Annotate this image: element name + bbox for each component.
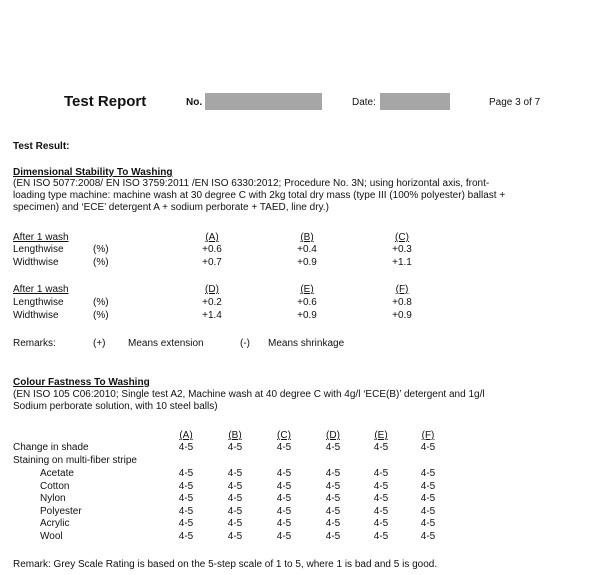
col-header: (B) <box>300 232 314 243</box>
cell-value: 4-5 <box>373 518 389 530</box>
report-no-label: No. <box>186 97 203 108</box>
row-label: Widthwise <box>13 257 59 268</box>
cell-value: 4-5 <box>373 442 389 453</box>
page-number: Page 3 of 7 <box>489 97 541 108</box>
dimensional-desc-line: (EN ISO 5077:2008/ EN ISO 3759:2011 /EN ISO 6330:2012; Procedure No. 3N; using horizontal axis, front- <box>13 178 490 189</box>
col-header: (E) <box>374 430 388 441</box>
row-label: Lengthwise <box>13 244 64 255</box>
cell-value: 4-5 <box>276 480 292 492</box>
cell-value: 4-5 <box>325 531 341 542</box>
remarks-plus-text: Means extension <box>128 338 204 349</box>
cell-value: 4-5 <box>420 442 436 453</box>
remarks-minus-symbol: (-) <box>240 338 250 349</box>
wash-heading: After 1 wash <box>13 232 69 243</box>
cell-value: 4-5 <box>276 468 292 479</box>
remarks-plus-symbol: (+) <box>93 338 106 349</box>
row-unit: (%) <box>93 310 109 321</box>
remarks-label: Remarks: <box>13 338 56 349</box>
col-header: (D) <box>205 284 219 295</box>
cell-value: 4-5 <box>178 468 194 479</box>
cell-value: +0.2 <box>202 297 222 308</box>
grey-scale-remark: Remark: Grey Scale Rating is based on the 5-step scale of 1 to 5, where 1 is bad and 5 is good. <box>13 559 438 570</box>
date-label: Date: <box>352 97 376 108</box>
cell-value: +1.4 <box>202 310 222 321</box>
cell-value: 4-5 <box>420 493 436 505</box>
cell-value: 4-5 <box>227 442 243 453</box>
col-header: (F) <box>395 284 409 295</box>
row-label: Lengthwise <box>13 297 64 308</box>
cell-value: +0.3 <box>392 244 412 255</box>
cell-value: 4-5 <box>420 468 436 479</box>
cell-value: +0.6 <box>202 244 222 255</box>
cell-value: 4-5 <box>373 505 389 517</box>
cell-value: 4-5 <box>178 442 194 453</box>
cell-value: +0.7 <box>202 257 222 268</box>
cell-value: 4-5 <box>227 505 243 517</box>
row-label: Staining on multi-fiber stripe <box>13 455 137 466</box>
cell-value: 4-5 <box>227 518 243 530</box>
cell-value: 4-5 <box>227 468 243 479</box>
cell-value: 4-5 <box>325 518 341 530</box>
fiber-label: Cotton <box>40 480 70 492</box>
cell-value: 4-5 <box>420 505 436 517</box>
cell-value: +0.6 <box>297 297 317 308</box>
cell-value: 4-5 <box>325 442 341 453</box>
row-label: Change in shade <box>13 442 89 453</box>
cell-value: 4-5 <box>325 468 341 479</box>
dimensional-stability-title: Dimensional Stability To Washing <box>13 167 173 178</box>
cell-value: 4-5 <box>178 480 194 492</box>
wash-heading: After 1 wash <box>13 284 69 295</box>
fiber-label: Acetate <box>40 468 74 479</box>
col-header: (F) <box>421 430 435 441</box>
cell-value: 4-5 <box>227 531 243 542</box>
cell-value: 4-5 <box>420 531 436 542</box>
redacted-date <box>380 93 450 110</box>
cell-value: 4-5 <box>178 493 194 505</box>
col-header: (B) <box>228 430 242 441</box>
cell-value: 4-5 <box>325 505 341 517</box>
row-label: Widthwise <box>13 310 59 321</box>
cell-value: 4-5 <box>178 531 194 542</box>
cell-value: +0.8 <box>392 297 412 308</box>
fiber-label: Acrylic <box>40 518 70 530</box>
row-unit: (%) <box>93 297 109 308</box>
cell-value: 4-5 <box>373 493 389 505</box>
cell-value: 4-5 <box>373 480 389 492</box>
cell-value: +0.4 <box>297 244 317 255</box>
col-header: (C) <box>395 232 409 243</box>
col-header: (A) <box>205 232 219 243</box>
cell-value: +0.9 <box>297 257 317 268</box>
cell-value: 4-5 <box>420 480 436 492</box>
cell-value: 4-5 <box>276 518 292 530</box>
cell-value: +0.9 <box>297 310 317 321</box>
cell-value: 4-5 <box>227 493 243 505</box>
cell-value: +1.1 <box>392 257 412 268</box>
cell-value: 4-5 <box>276 442 292 453</box>
dimensional-desc-line: specimen) and ‘ECE’ detergent A + sodium perborate + TAED, line dry.) <box>13 202 329 213</box>
cell-value: 4-5 <box>276 493 292 505</box>
col-header: (D) <box>326 430 340 441</box>
cell-value: 4-5 <box>325 493 341 505</box>
report-title: Test Report <box>64 93 147 110</box>
dimensional-desc-line: loading type machine: machine wash at 30 degree C with 2kg total dry mass (type III (100% polyester) ballast + <box>13 190 506 201</box>
col-header: (A) <box>179 430 193 441</box>
test-result-label: Test Result: <box>13 141 70 152</box>
cell-value: 4-5 <box>325 480 341 492</box>
fiber-label: Polyester <box>40 505 82 517</box>
cell-value: 4-5 <box>178 505 194 517</box>
cell-value: 4-5 <box>178 518 194 530</box>
fiber-label: Nylon <box>40 493 66 505</box>
row-unit: (%) <box>93 244 109 255</box>
cell-value: 4-5 <box>276 531 292 542</box>
colour-desc-line: Sodium perborate solution, with 10 steel balls) <box>13 401 218 412</box>
cell-value: 4-5 <box>227 480 243 492</box>
colour-desc-line: (EN ISO 105 C06:2010; Single test A2, Machine wash at 40 degree C with 4g/l ‘ECE(B)’ detergent and 1g/l <box>13 389 485 400</box>
fiber-label: Wool <box>40 531 63 542</box>
cell-value: 4-5 <box>373 531 389 542</box>
cell-value: +0.9 <box>392 310 412 321</box>
cell-value: 4-5 <box>373 468 389 479</box>
colour-fastness-title: Colour Fastness To Washing <box>13 377 150 388</box>
redacted-report-number <box>205 93 322 110</box>
col-header: (E) <box>300 284 314 295</box>
row-unit: (%) <box>93 257 109 268</box>
cell-value: 4-5 <box>276 505 292 517</box>
col-header: (C) <box>277 430 291 441</box>
remarks-minus-text: Means shrinkage <box>268 338 345 349</box>
cell-value: 4-5 <box>420 518 436 530</box>
